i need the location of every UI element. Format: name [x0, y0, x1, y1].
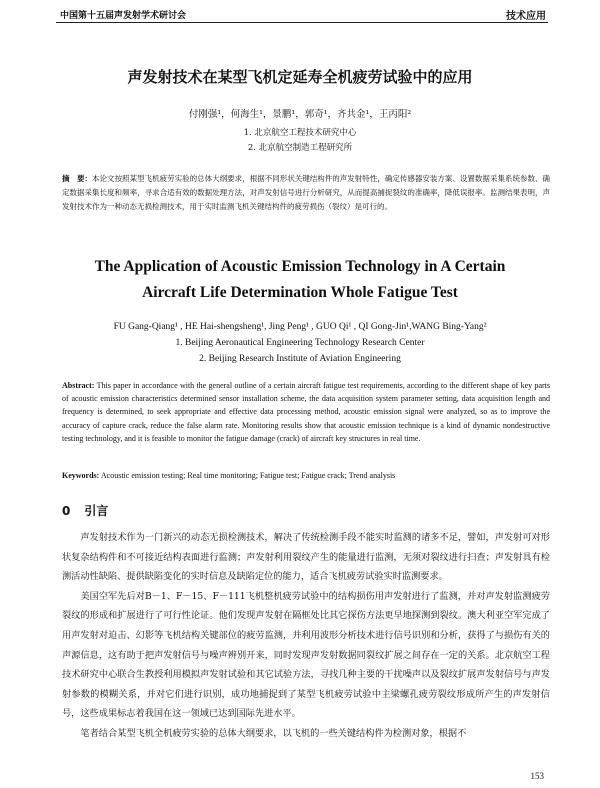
- body-text: [62, 528, 550, 744]
- paper-title-en-line-2: Aircraft Life Determination Whole Fatigue Test: [142, 284, 458, 301]
- page-number: 153: [530, 771, 544, 781]
- body-paragraph-3: 笔者结合某型飞机全机疲劳实验的总体大纲要求，以飞机的一些关键结构件为检测对象，根据不: [80, 727, 467, 739]
- abstract-cn-label: 摘 要：: [62, 174, 93, 183]
- affiliation-en-1: 1. Beijing Aeronautical Engineering Technology Research Center: [175, 338, 425, 348]
- running-header-conference: 中国第十五届声发射学术研讨会: [60, 11, 187, 21]
- keywords-en: [62, 471, 550, 480]
- paper-title-en-line-1: The Application of Acoustic Emission Technology in A Certain: [94, 258, 506, 275]
- paper-title-cn: 声发射技术在某型飞机定延寿全机疲劳试验中的应用: [127, 68, 473, 86]
- keywords-en-label: Keywords:: [62, 471, 100, 480]
- abstract-cn-text: 本论文按照某型飞机疲劳实验的总体大纲要求，根据不同形状关键结构件的声发射特性，确定传感器安装方案、设置数据采集系统参数、确定数据采集长度和频率，寻求合适有效的数据处理方法，对声发射信号进行分析研究，从而提高捕捉裂纹的准确率，降低误报率。监测结果表明，声发射技术作为一种动态无损检测技术，用于实时监测飞机关键结构件的疲劳损伤（裂纹）是可行的。: [62, 174, 550, 211]
- running-header-section: 技术应用: [506, 11, 546, 22]
- affiliation-en-2: 2. Beijing Research Institute of Aviation Engineering: [199, 354, 401, 364]
- affiliation-cn-2: 2. 北京航空制造工程研究所: [247, 143, 353, 153]
- affiliation-cn-1: 1. 北京航空工程技术研究中心: [243, 128, 357, 138]
- keywords-en-text: Acoustic emission testing; Real time monitoring; Fatigue test; Fatigue crack; Trend analysis: [100, 471, 396, 480]
- abstract-cn: [62, 172, 550, 214]
- abstract-en: [62, 379, 550, 445]
- section-heading: [62, 502, 122, 519]
- header-divider: [56, 22, 548, 23]
- abstract-en-text: This paper in accordance with the general outline of a certain aircraft fatigue test requirements, according to the different shape of key parts of acoustic emission characteristics determined sensor installation scheme, the data acquisition system parameter setting, data acquisition length and frequency is determined, to seek appropriate and effective data processing method, acoustic emission signal were analyzed, so as to improve the accuracy of capture crack, reduce the false alarm rate. Monitoring results show that acoustic emission technique is a kind of dynamic nondestructive testing technology, and it is feasible to monitor the fatigue damage (crack) of aircraft key structures in real time.: [62, 381, 550, 443]
- section-title: 引言: [84, 504, 109, 518]
- authors-en: FU Gang-Qiang¹ , HE Hai-shengsheng¹, Jing Peng¹ , GUO Qi¹ , QI Gong-Jin¹,WANG Bing-Yang²: [113, 322, 487, 332]
- authors-cn: 付刚强¹，何海生¹，景鹏¹，郭奇¹，齐共金¹，王丙阳²: [188, 109, 412, 120]
- abstract-en-label: Abstract:: [62, 381, 95, 390]
- body-paragraph-1: 声发射技术作为一门新兴的动态无损检测技术，解决了传统检测手段不能实时监测的诸多不足，譬如，声发射可对形状复杂结构件和不可接近结构表面进行监测；声发射利用裂纹产生的能量进行监测，无须对裂纹进行扫查；声发射具有检测活动性缺陷、提供缺陷变化的实时信息及缺陷定位的能力，适合飞机疲劳试验实时监测要求。: [62, 532, 550, 583]
- section-number: 0: [62, 504, 71, 518]
- body-paragraph-2: 美国空军先后对B－1、F－15、F－111飞机整机疲劳试验中的结构损伤用声发射进行了监测，并对声发射监测疲劳裂纹的形成和扩展进行了可行性论证。他们发现声发射在隔框处比其它探伤方法更早地探测到裂纹。澳大利亚空军完成了用声发射对迫击、幻影等飞机结构关键部位的疲劳监测，并利用波形分析技术进行信号识别和分析，获得了与损伤有关的声源信息，这有助于把声发射信号与噪声辨别开来，同时发现声发射数据同裂纹扩展之间存在一定的关系。北京航空工程技术研究中心联合生教授利用模拟声发射试验和其它试验方法，寻找几种主要的干扰噪声以及裂纹扩展声发射信号与声发射参数的模糊关系，并对它们进行识别，成功地捕捉到了某型飞机疲劳试验中主梁螺孔疲劳裂纹形成所产生的声发射信号，这些成果标志着我国在这一领域已达到国际先进水平。: [62, 590, 550, 720]
